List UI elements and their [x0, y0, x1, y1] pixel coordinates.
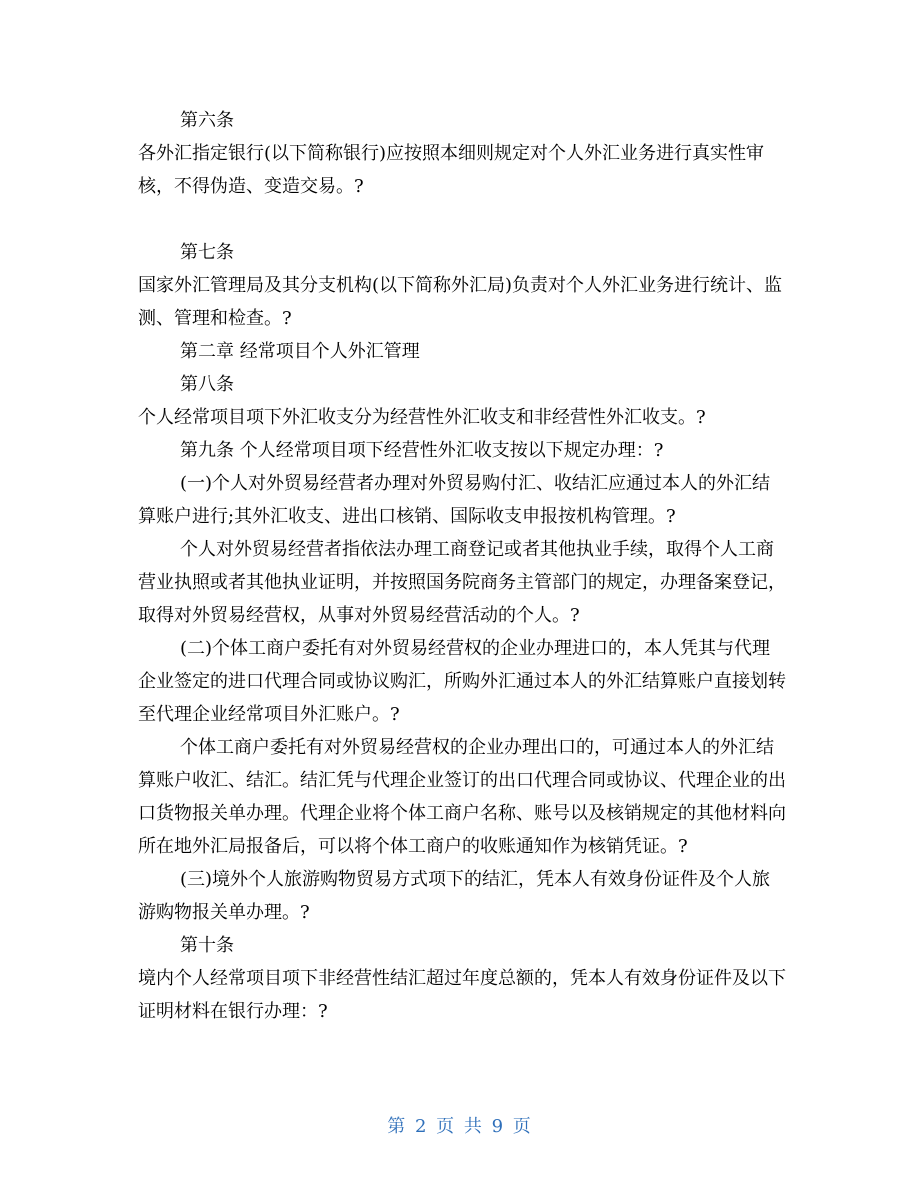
article-paragraph: 国家外汇管理局及其分支机构(以下简称外汇局)负责对个人外汇业务进行统计、监测、管理和检查。? — [138, 275, 783, 329]
article-heading: 第七条 — [180, 242, 234, 263]
article-paragraph: 个体工商户委托有对外贸易经营权的企业办理出口的，可通过本人的外汇结算账户收汇、结汇。结汇凭与代理企业签订的出口代理合同或协议、代理企业的出口货物报关单办理。代理企业将个体工商户名称、账号以及核销规定的其他材料向所在地外汇局报备后，可以将个体工商户的收账通知作为核销凭证。? — [138, 737, 786, 857]
article-heading: 第八条 — [180, 374, 234, 395]
article-paragraph: 第九条 个人经常项目项下经营性外汇收支按以下规定办理：? — [180, 440, 664, 461]
article-paragraph: 个人经常项目项下外汇收支分为经营性外汇收支和非经营性外汇收支。? — [138, 407, 706, 428]
article-heading: 第十条 — [180, 935, 234, 956]
article-paragraph: 各外汇指定银行(以下简称银行)应按照本细则规定对个人外汇业务进行真实性审核，不得伪造、变造交易。? — [138, 143, 765, 197]
article-paragraph: (三)境外个人旅游购物贸易方式项下的结汇，凭本人有效身份证件及个人旅游购物报关单办理。? — [138, 869, 771, 923]
page-number-footer: 第 2 页 共 9 页 — [387, 1116, 533, 1137]
article-paragraph: (二)个体工商户委托有对外贸易经营权的企业办理进口的，本人凭其与代理企业签定的进口代理合同或协议购汇，所购外汇通过本人的外汇结算账户直接划转至代理企业经常项目外汇账户。? — [138, 638, 786, 725]
article-heading: 第六条 — [180, 110, 234, 131]
document-body — [138, 104, 786, 1028]
article-paragraph: 境内个人经常项目项下非经营性结汇超过年度总额的，凭本人有效身份证件及以下证明材料在银行办理：? — [138, 968, 786, 1022]
article-paragraph: 个人对外贸易经营者指依法办理工商登记或者其他执业手续，取得个人工商营业执照或者其他执业证明，并按照国务院商务主管部门的规定，办理备案登记，取得对外贸易经营权，从事对外贸易经营活动的个人。? — [138, 539, 786, 626]
article-paragraph: (一)个人对外贸易经营者办理对外贸易购付汇、收结汇应通过本人的外汇结算账户进行;其外汇收支、进出口核销、国际收支申报按机构管理。? — [138, 473, 771, 527]
paragraph-gap — [138, 203, 786, 236]
chapter-heading: 第二章 经常项目个人外汇管理 — [180, 341, 420, 362]
